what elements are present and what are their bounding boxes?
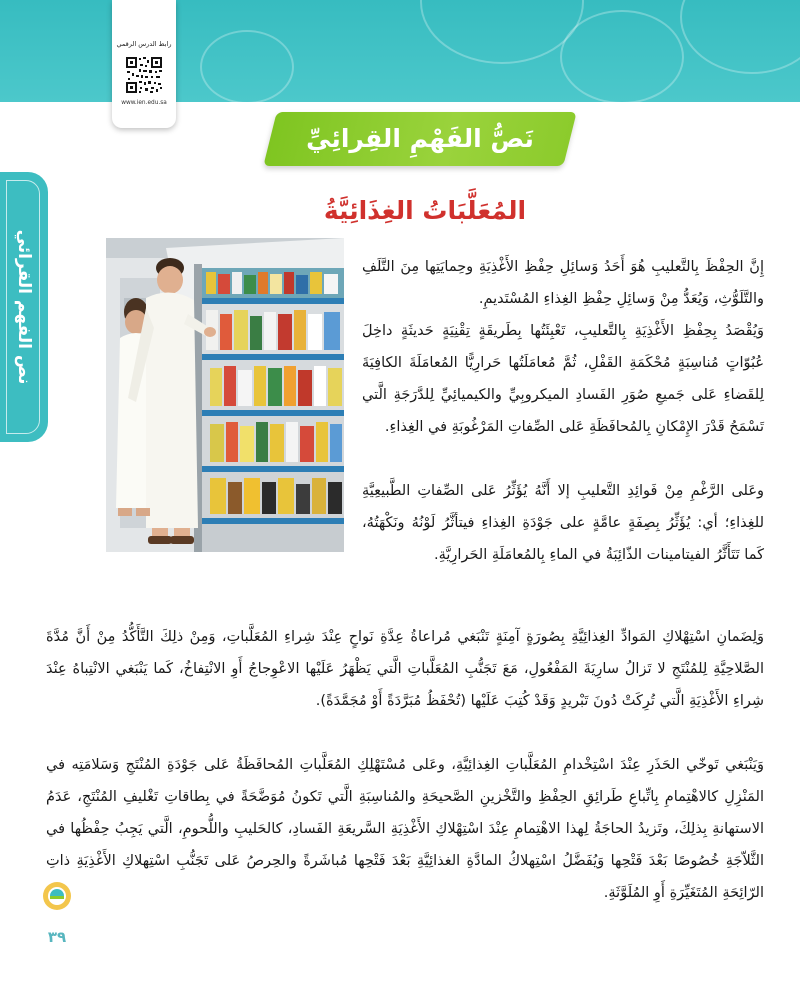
side-tab-label: نص الفهم القرائي: [14, 229, 34, 385]
article-paragraph: إِنَّ الحِفْظَ بِالتَّعليبِ هُوَ أَحَدُ وَسائِلِ حِفْظِ الأَغْذِيَةِ وحِمايَتِها مِنَ التَّلَفِ والتَّلَوُّثِ، وَيُعَدُّ مِنْ وَسائِلِ حِفْظِ الغِذاءِ المُسْتَديمِ.: [362, 259, 764, 307]
qr-card[interactable]: [112, 0, 176, 128]
article-paragraph: وَيُقْصَدُ بِحِفْظِ الأَغْذِيَةِ بِالتَّعليبِ، تَعْبِئَتُها بِطَريقَةٍ تِقْنِيَةٍ حَديثَةٍ داخِلَ عُبُوّاتٍ مُناسِبَةٍ مُحْكَمَةِ القَفْلِ، ثُمَّ مُعامَلَتُها حَرارِيًّا المُعامَلَةَ الكافِيَةَ لِلقَضاءِ عَلى جَميعِ صُوَرِ الفَسادِ الميكروبِيِّ والكيميائِيِّ لِلدَّرَجَةِ الَّتي تَسْمَحُ قَدْرَ الإِمْكانِ بِالمُحافَظَةِ عَلى الصِّفاتِ المَرْغُوبَةِ في الغِذاءِ.: [362, 323, 764, 435]
supermarket-illustration: [106, 238, 344, 552]
article-paragraph: وعَلى الرَّغْمِ مِنْ فَوائِدِ التَّعليبِ إلا أَنَّهُ يُؤَثِّرُ عَلى الصِّفاتِ الطَّبيعِيَّةِ للغِذاءِ؛ أي: يُؤَثِّرُ بِصِفَةٍ عامَّةٍ على جَوْدَةِ الغِذاءِ فيتأثَّرُ لَوْنُهُ ونَكْهَتُهُ، كَما تَتَأَثَّرُ الفيتامينات الذّائِبَةُ في الماءِ بِالمُعامَلَةِ الحَرارِيَّةِ.: [362, 483, 764, 563]
supermarket-photo: [106, 238, 344, 552]
page-number: ٣٩: [47, 928, 67, 946]
qr-label: رابط الدرس الرقمي: [116, 40, 172, 48]
decorative-arc: [680, 0, 800, 74]
qr-code-icon[interactable]: [125, 56, 163, 94]
qr-url[interactable]: www.ien.edu.sa: [121, 100, 167, 106]
section-title: نَصُّ الفَهْمِ القِرائِيِّ: [306, 124, 534, 153]
article-title: المُعَلَّبَاتُ الغِذَائِيَّةُ: [323, 196, 527, 225]
article-paragraph: وَيَنْبَغي تَوخّي الحَذَرِ عِنْدَ اسْتِخْدامِ المُعَلَّباتِ الغِذائِيَّةِ، وعَلى مُسْتَهْلِكِ المُعَلَّباتِ المُحافَظَةُ عَلى جَوْدَةِ المُنْتَجِ وَسَلامَتِه في المَنْزِلِ كالاهْتِمامِ بِاتِّباعِ طَرائِقِ الحِفْظِ والتَّخْزينِ الصَّحيحَةِ والمُناسِبَةِ الَّتي تَكونُ مُوَضَّحَةً في بِطاقاتِ تَغْليفِ المُنْتَجِ، عَدَمُ الاستهانةِ بِذلِكَ، وتَزيدُ الحاجَةُ لِهذا الاهْتِمامِ عِنْدَ اسْتِهْلاكِ الأَغْذِيَةِ السَّريعَةِ الفَسادِ، كالحَليبِ واللُّحومِ، الَّتي يَجِبُ حِفْظُها في الثَّلاّجَةِ خُصُوصًا بَعْدَ فَتْحِها وَيُفَضَّلُ اسْتِهلاكُ المادَّةِ الغذائِيَّةِ بَعْدَ فَتْحِها مُباشَرةً والحِرصُ عَلى تَجَنُّبِ اسْتِهلاكِ الأَغْذِيَةِ ذاتِ الرّائِحَةِ المُتَغَيِّرَةِ أَوِ المُلَوَّثَةِ.: [46, 757, 764, 901]
article-paragraph: وَلِضَمانِ اسْتِهْلاكِ المَوادِّ الغِذائِيَّةِ بِصُورَةٍ آمِنَةٍ تَنْبَغي مُراعاةُ عِدَّةِ نَواحٍ عِنْدَ شِراءِ المُعَلَّباتِ، وَمِنْ ذلِكَ التَّأَكُّدُ مِنْ أَنَّ مُدَّةَ الصَّلاحِيَّةِ لِلمُنْتَجِ لا تَزالُ سارِيَةَ المَفْعُولِ، مَعَ تَجَنُّبِ المُعَلَّباتِ الَّتي يَظْهَرُ عَلَيْها الاعْوِجاجُ أَوِ الانْتِفاخُ، كَما يَنْبَغي الانْتِباهُ عِنْدَ شِراءِ الأَغْذِيَةِ الَّتي تُرِكَتْ دُونَ تَبْريدٍ وَقَدْ كُتِبَ عَلَيْها (تُحْفَظُ مُبَرَّدَةً أَوْ مُجَمَّدَةً).: [46, 629, 764, 709]
decorative-arc: [560, 10, 684, 104]
book-logo-icon: [40, 878, 74, 918]
decorative-arc: [200, 30, 294, 104]
